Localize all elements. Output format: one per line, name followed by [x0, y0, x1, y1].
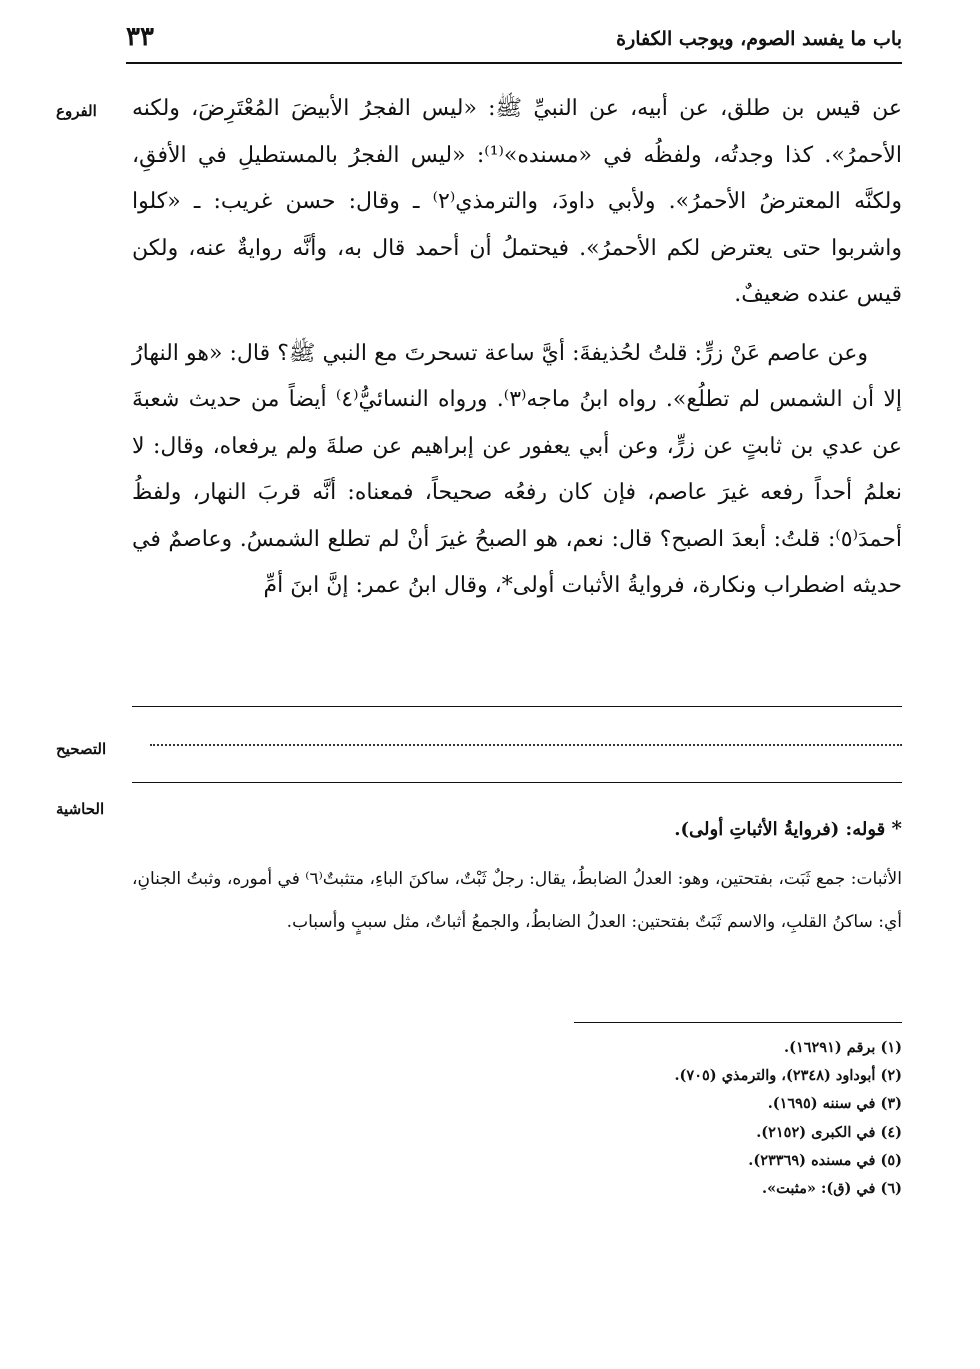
header-rule: [126, 62, 902, 64]
footnote-1: (١) برقم (١٦٢٩١).: [784, 1039, 902, 1056]
tashih-top-rule: [132, 706, 902, 707]
chapter-title: باب ما يفسد الصوم، ويوجب الكفارة: [616, 28, 902, 50]
margin-label-tashih: التصحيح: [56, 740, 107, 758]
footnotes: [402, 1034, 902, 1203]
hashiya-heading: [132, 808, 902, 850]
footnote-5: (٥) في مسنده (٢٣٣٦٩).: [748, 1151, 902, 1169]
hashiya-section: [132, 808, 902, 944]
page-number: ٣٣: [126, 22, 154, 52]
footnote-4: (٤) في الكبرى (٢١٥٢).: [756, 1123, 902, 1141]
footnote-6: (٦) في (ق): «مثبت».: [762, 1180, 902, 1198]
tashih-dotted-line: [150, 744, 902, 746]
footnote-rule: [574, 1022, 902, 1023]
star-marker: *: [891, 816, 902, 840]
hashiya-body: الأثبات: جمع ثَبَت، بفتحتين، وهو: العدلُ الضابطُ، يقال: رجلٌ ثَبْتٌ، ساكنَ الباءِ، متثبتٌ⁽٦⁾ في أموره، وثبتُ الجنانِ، أي: ساكنُ القلبِ، والاسم ثَبَتٌ بفتحتين: العدلُ الضابطُ، والجمعُ أثباتٌ، مثل سببٍ وأسباب.: [132, 869, 902, 932]
hashiya-top-rule: [132, 782, 902, 783]
running-header: [126, 22, 902, 62]
footnote-2: (٢) أبوداود (٢٣٤٨)، والترمذي (٧٠٥).: [674, 1067, 902, 1085]
hashiya-heading-text: قوله: (فروايةُ الأثباتِ أولى).: [674, 819, 886, 840]
margin-label-hashiya: الحاشية: [56, 800, 105, 818]
footnote-3: (٣) في سننه (١٦٩٥).: [767, 1095, 902, 1113]
main-paragraph-1: عن قيس بن طلق، عن أبيه، عن النبيِّ ﷺ: «ليس الفجرُ الأبيضَ المُعْتَرِضَ، ولكنه الأحمرُ». كذا وجدتُه، ولفظُه في «مسنده»⁽¹⁾: «ليس الفجرُ بالمستطيلِ في الأفقِ، ولكنَّه المعترضُ الأحمرُ». ولأبي داودَ، والترمذي⁽٢⁾ ـ وقال: حسن غريب: ـ «كلوا واشربوا حتى يعترض لكم الأحمرُ». فيحتملُ أن أحمد قال به، وأنَّه روايةٌ عنه، ولكن قيس عنده ضعيفٌ.: [132, 96, 902, 307]
margin-label-furu: الفروع: [56, 102, 97, 120]
main-paragraph-2: وعن عاصم عَنْ زرٍّ: قلتُ لحُذيفةَ: أيَّ ساعة تسحرتَ مع النبي ﷺ؟ قال: «هو النهارُ إلا أن الشمس لم تطلُع». رواه ابنُ ماجه⁽٣⁾. ورواه النسائيُّ⁽٤⁾ أيضاً من حديث شعبةَ عن عدي بن ثابتٍ عن زرٍّ، وعن أبي يعفور عن إبراهيم عن صلةَ ولم يرفعاه، وقال: لا نعلمُ أحداً رفعه غيرَ عاصم، فإن كان رفعُه صحيحاً، فمعناه: أنَّه قربَ النهار، ولفظُ أحمدَ⁽٥⁾: قلتُ: أبعدَ الصبح؟ قال: نعم، هو الصبحُ غيرَ أنْ لم تطلع الشمسُ. وعاصمٌ في حديثه اضطراب ونكارة، فروايةُ الأثبات أولى*، وقال ابنُ عمر: إنَّ ابنَ أمِّ: [132, 340, 903, 598]
main-text: [132, 86, 902, 610]
